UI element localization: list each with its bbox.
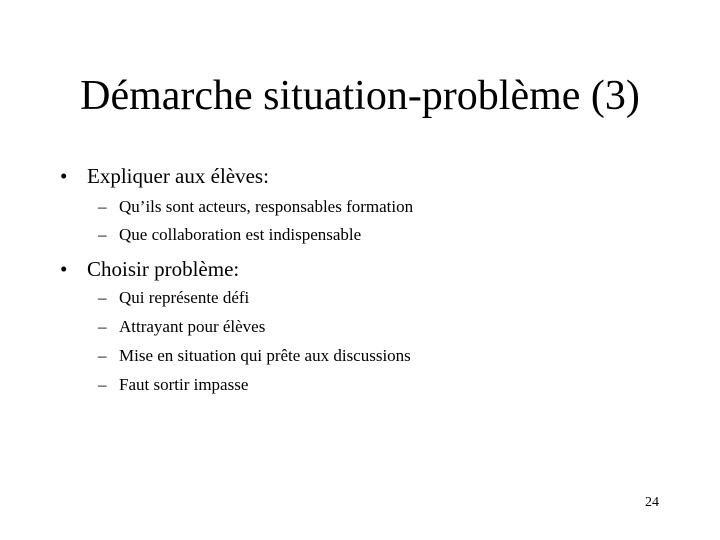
dash-marker: – xyxy=(98,375,107,394)
dash-marker: – xyxy=(98,288,107,307)
sub-bullet-item xyxy=(98,374,248,396)
sub-bullet-item xyxy=(98,224,361,246)
dash-marker: – xyxy=(98,197,107,216)
sub-bullet-text: Qui représente défi xyxy=(119,288,250,307)
sub-bullet-text: Attrayant pour élèves xyxy=(119,317,266,336)
sub-bullet-text: Mise en situation qui prête aux discussions xyxy=(119,346,411,365)
bullet-item xyxy=(60,163,269,189)
sub-bullet-text: Qu’ils sont acteurs, responsables formation xyxy=(119,197,414,216)
sub-bullet-item xyxy=(98,196,413,218)
bullet-text: Choisir problème: xyxy=(87,257,240,281)
sub-bullet-item xyxy=(98,287,249,309)
bullet-item xyxy=(60,256,239,282)
dash-marker: – xyxy=(98,346,107,365)
dash-marker: – xyxy=(98,317,107,336)
sub-bullet-item xyxy=(98,316,265,338)
page-number: 24 xyxy=(645,495,659,510)
bullet-marker: • xyxy=(60,164,68,188)
sub-bullet-text: Faut sortir impasse xyxy=(119,375,249,394)
dash-marker: – xyxy=(98,225,107,244)
bullet-text: Expliquer aux élèves: xyxy=(87,164,269,188)
sub-bullet-text: Que collaboration est indispensable xyxy=(119,225,362,244)
bullet-marker: • xyxy=(60,257,68,281)
sub-bullet-item xyxy=(98,345,411,367)
slide-title: Démarche situation-problème (3) xyxy=(80,73,640,119)
